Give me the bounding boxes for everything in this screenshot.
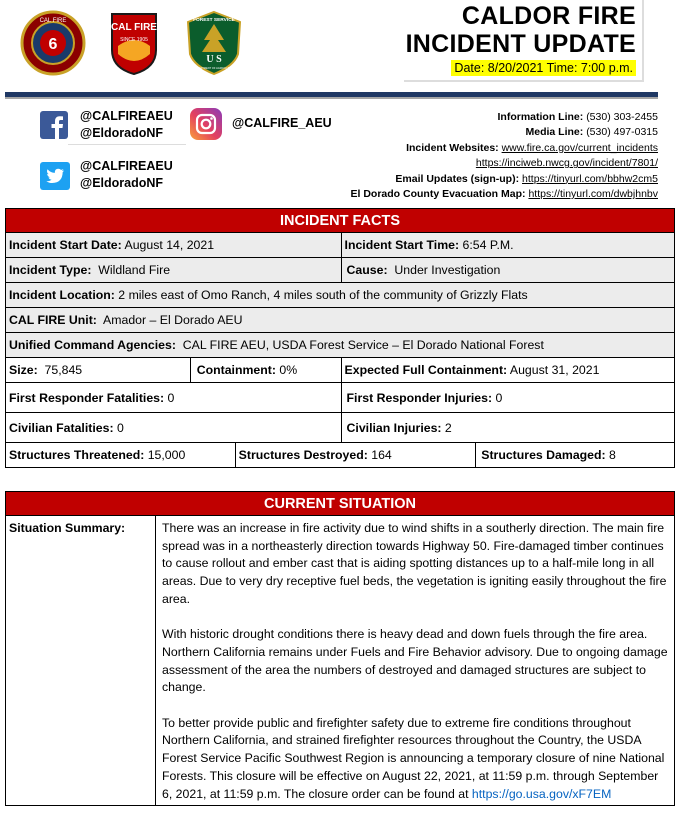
date-time-line: Date: 8/20/2021 Time: 7:00 p.m. — [451, 60, 636, 76]
structures-threatened-cell: Structures Threatened: 15,000 — [6, 443, 236, 468]
websites-row-2 — [351, 156, 659, 171]
size-cell: Size: 75,845 — [6, 358, 191, 383]
incident-facts-table — [5, 208, 675, 468]
doc-title-line2: INCIDENT UPDATE — [405, 30, 636, 58]
media-line-row: Media Line: (530) 497-0315 — [525, 126, 658, 139]
facebook-handle-eldorado[interactable]: @EldoradoNF — [80, 126, 164, 140]
instagram-icon[interactable] — [190, 108, 222, 143]
situation-paragraph-3: To better provide public and firefighter safety due to extreme fire conditions throughout Northern California, and strained firefighter resources throughout the Country, the USDA Forest Service Pacific Southwest Region is announcing a temporary closure of nine National Forests. This closure will be effective on August 22, 2021, at 11:59 p.m. through September 6, 2021, at 11:59 p.m. The closure order can be found at https://go.usa.gov/xF7EM — [162, 715, 665, 801]
situation-paragraph-2: With historic drought conditions there is heavy dead and down fuels through the fire area. Northern California remains under Fuels and Fire Behavior advisory. Due to ongoing damage assessment of the area the numbers of destroyed and damaged structures are subject to change. — [162, 627, 668, 695]
twitter-icon[interactable] — [40, 162, 70, 193]
cal-fire-unit-cell: CAL FIRE Unit: Amador – El Dorado AEU — [6, 308, 675, 333]
divider — [68, 144, 186, 145]
contact-info-block — [351, 110, 659, 202]
first-responder-fatalities-cell: First Responder Fatalities: 0 — [6, 383, 342, 413]
structures-destroyed-cell: Structures Destroyed: 164 — [235, 443, 476, 468]
facts-row-location — [6, 283, 675, 308]
social-media-block — [0, 100, 340, 210]
current-situation-table — [5, 491, 675, 806]
doc-title-line1: CALDOR FIRE — [461, 2, 636, 30]
expected-containment-cell: Expected Full Containment: August 31, 2021 — [341, 358, 674, 383]
facts-row-fr — [6, 383, 675, 413]
instagram-handle[interactable]: @CALFIRE_AEU — [232, 116, 332, 130]
email-signup-link[interactable]: https://tinyurl.com/bbhw2cm5 — [522, 172, 658, 185]
facebook-handle-calfire[interactable]: @CALFIREAEU — [80, 109, 173, 123]
civilian-injuries-cell: Civilian Injuries: 2 — [341, 413, 674, 443]
incident-facts-heading: INCIDENT FACTS — [6, 209, 675, 233]
facts-row-structures — [6, 443, 675, 468]
svg-text:FOREST SERVICE: FOREST SERVICE — [193, 18, 235, 23]
twitter-handles — [80, 158, 173, 192]
situation-summary-text — [156, 516, 675, 806]
forest-service-logo — [184, 10, 244, 76]
situation-summary-label: Situation Summary: — [6, 516, 156, 806]
svg-text:CAL FIRE: CAL FIRE — [39, 18, 67, 24]
website-link-fire-ca-gov[interactable]: www.fire.ca.gov/current_incidents — [501, 141, 658, 154]
svg-text:6: 6 — [48, 36, 58, 53]
cal-fire-team-logo — [20, 10, 86, 76]
incident-type-cell: Incident Type: Wildland Fire — [6, 258, 342, 283]
websites-row: Incident Websites: www.fire.ca.gov/current_incidents — [406, 141, 658, 154]
incident-location-cell: Incident Location: 2 miles east of Omo Ranch, 4 miles south of the community of Grizzly Flats — [6, 283, 675, 308]
evac-map-row: El Dorado County Evacuation Map: https://tinyurl.com/dwbjhnbv — [350, 188, 658, 201]
structures-damaged-cell: Structures Damaged: 8 — [476, 443, 675, 468]
svg-text:U S: U S — [206, 54, 222, 65]
svg-text:SINCE 1905: SINCE 1905 — [120, 37, 148, 43]
containment-cell: Containment: 0% — [190, 358, 341, 383]
twitter-handle-eldorado[interactable]: @EldoradoNF — [80, 176, 164, 190]
cal-fire-badge-logo — [108, 10, 160, 76]
facts-row-start — [6, 233, 675, 258]
facts-row-size — [6, 358, 675, 383]
unified-command-cell: Unified Command Agencies: CAL FIRE AEU, USDA Forest Service – El Dorado National Forest — [6, 333, 675, 358]
title-box — [404, 0, 644, 82]
header-divider-shadow — [5, 97, 658, 99]
current-situation-heading: CURRENT SITUATION — [6, 492, 675, 516]
facts-row-unit — [6, 308, 675, 333]
email-updates-row: Email Updates (sign-up): https://tinyurl.com/bbhw2cm5 — [395, 172, 658, 185]
facts-row-type — [6, 258, 675, 283]
first-responder-injuries-cell: First Responder Injuries: 0 — [341, 383, 674, 413]
info-line-row: Information Line: (530) 303-2455 — [497, 111, 658, 123]
logo-row — [20, 10, 260, 82]
facebook-icon[interactable] — [40, 111, 68, 142]
closure-order-link[interactable]: https://go.usa.gov/xF7EM — [471, 786, 612, 801]
civilian-fatalities-cell: Civilian Fatalities: 0 — [6, 413, 342, 443]
facts-row-civ — [6, 413, 675, 443]
cause-cell: Cause: Under Investigation — [341, 258, 674, 283]
start-date-cell: Incident Start Date: August 14, 2021 — [6, 233, 342, 258]
facebook-handles — [80, 108, 173, 142]
start-time-cell: Incident Start Time: 6:54 P.M. — [341, 233, 674, 258]
evacuation-map-link[interactable]: https://tinyurl.com/dwbjhnbv — [528, 188, 658, 201]
facts-row-agencies — [6, 333, 675, 358]
website-link-inciweb[interactable]: https://inciweb.nwcg.gov/incident/7801/ — [475, 157, 658, 170]
twitter-handle-calfire[interactable]: @CALFIREAEU — [80, 159, 173, 173]
situation-paragraph-1: There was an increase in fire activity due to wind shifts in a southerly direction. The main fire spread was in a northeasterly direction towards Highway 50. Fire-damaged timber continues to cause rollout and ember cast that is aiding spotting distances up to a half-mile long in all areas. Due to very dry receptive fuel beds, the vegetation is igniting easily throughout the fire area. — [162, 521, 667, 606]
svg-text:CAL FIRE: CAL FIRE — [111, 22, 157, 33]
svg-text:DEPARTMENT OF AGRICULTURE: DEPARTMENT OF AGRICULTURE — [193, 67, 235, 70]
